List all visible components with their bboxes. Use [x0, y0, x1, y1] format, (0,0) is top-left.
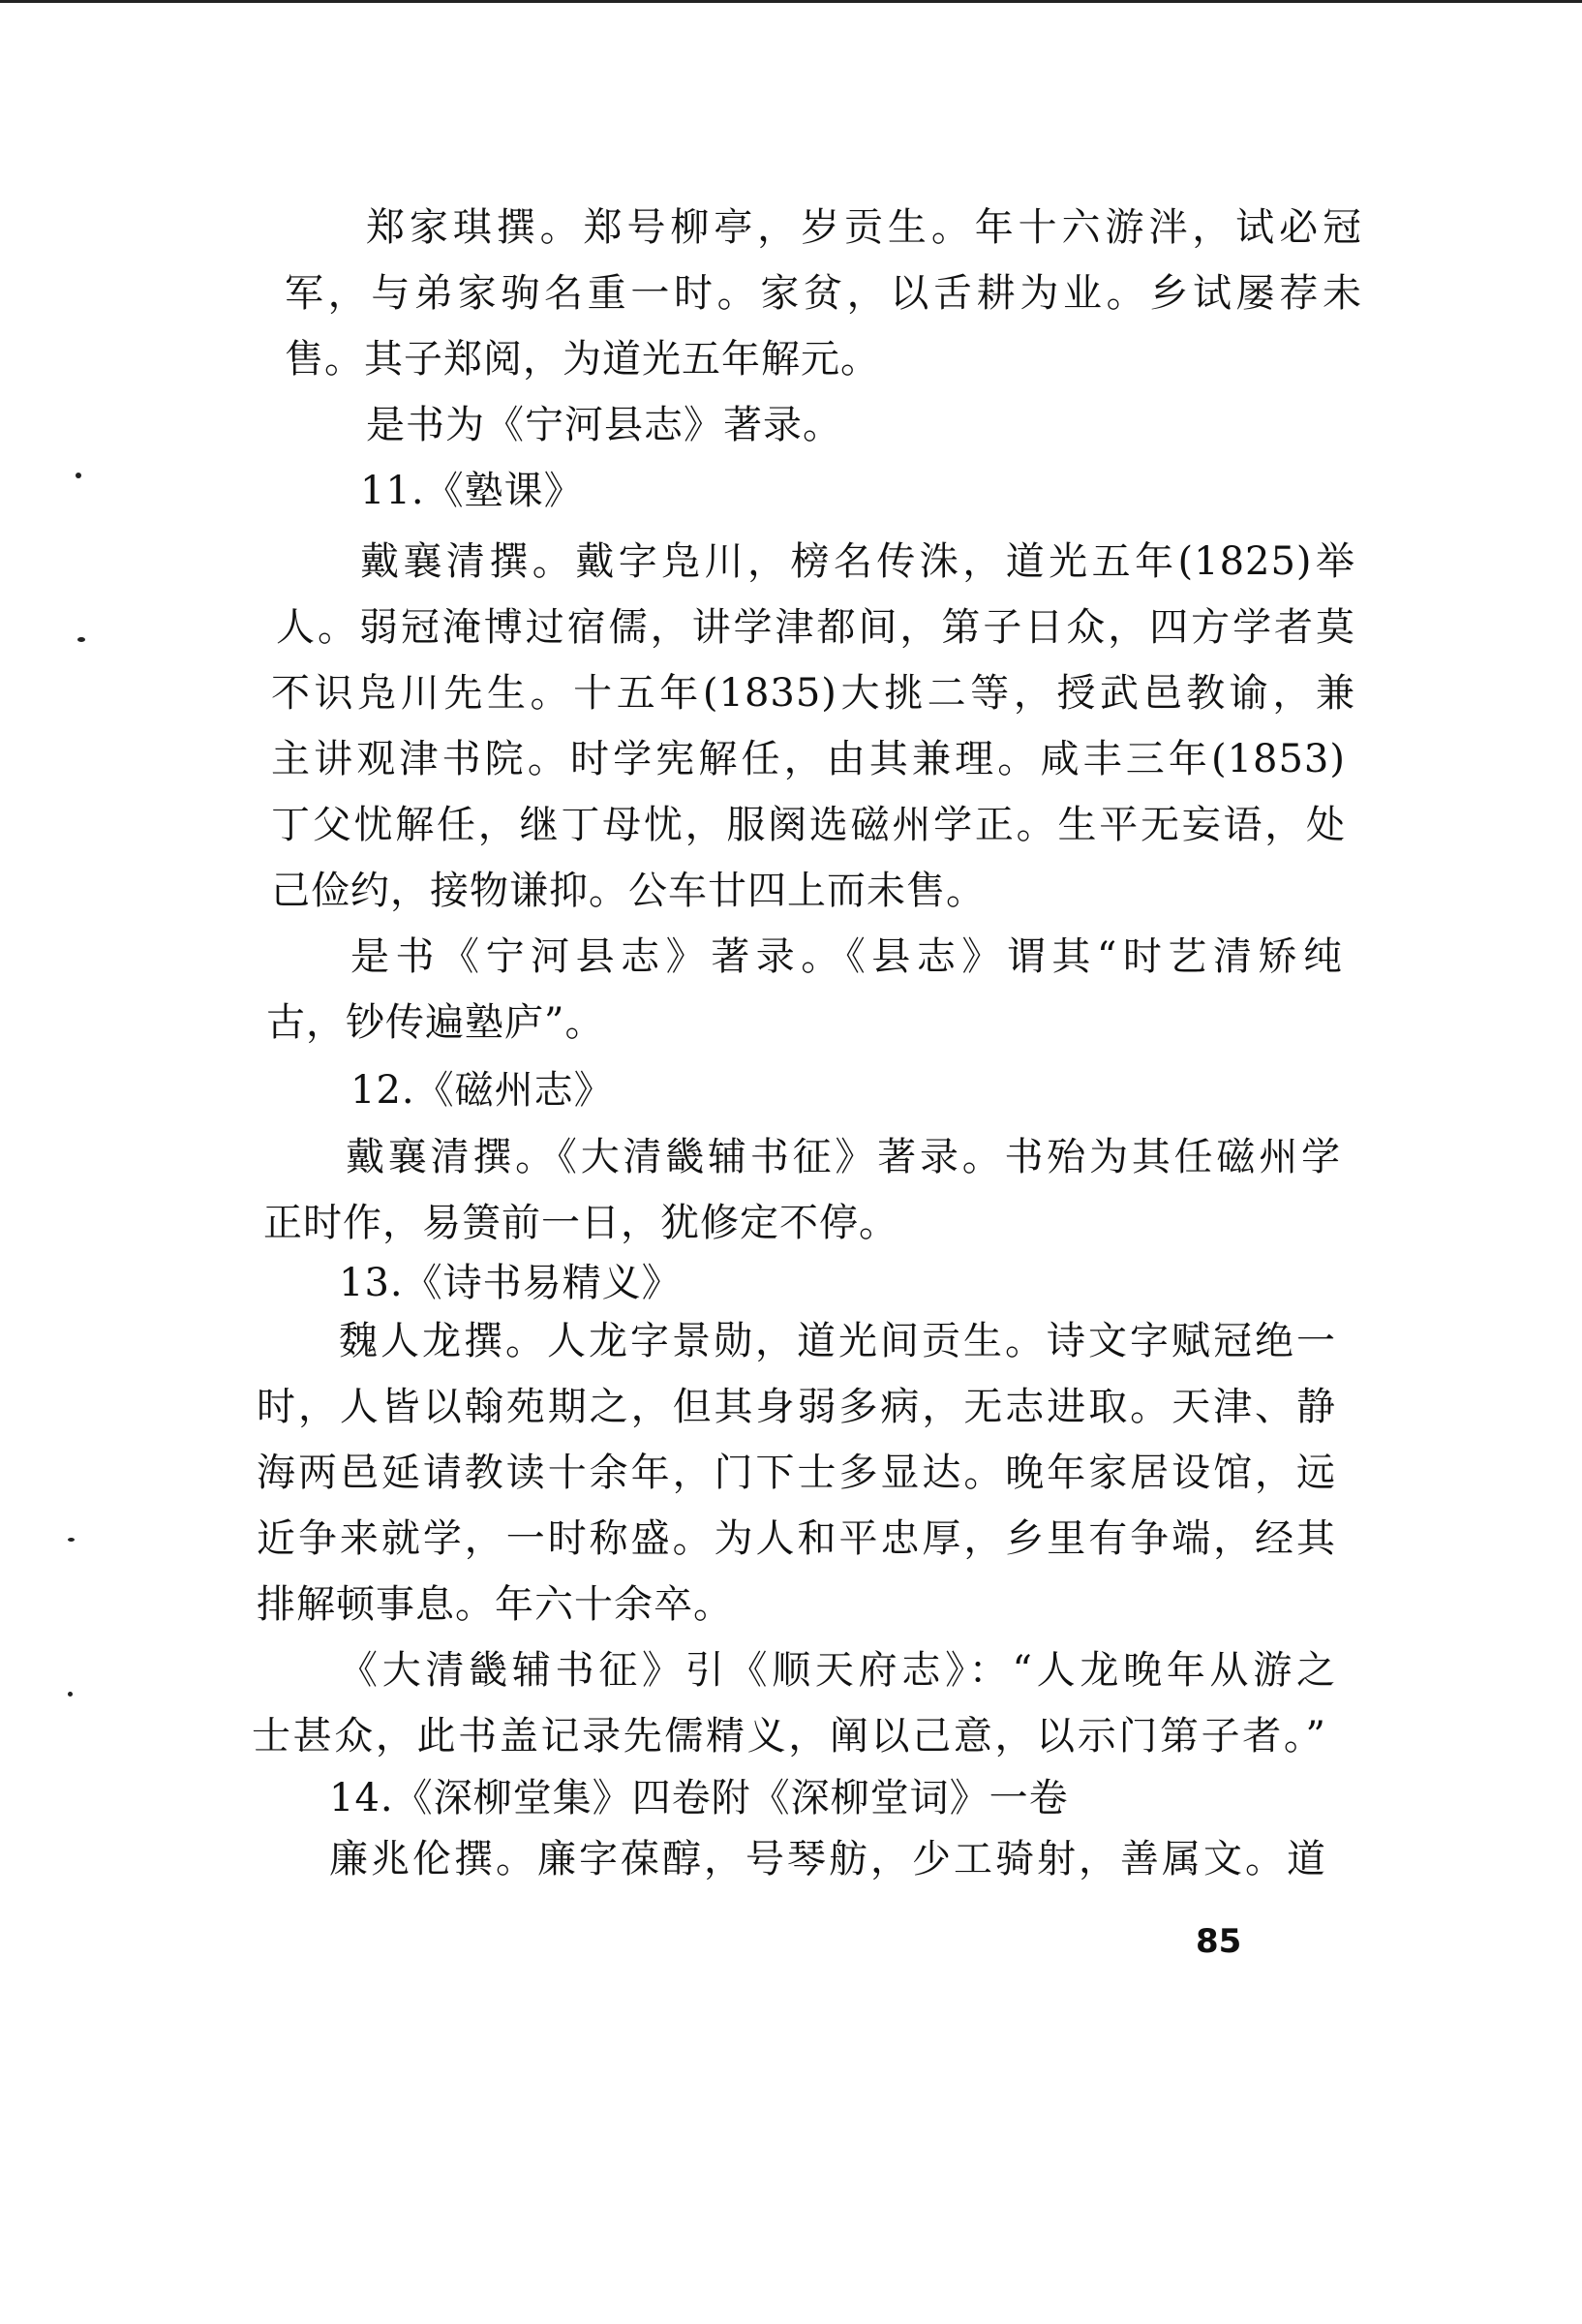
scan-speck	[76, 473, 81, 478]
text-line-20: 海两邑延请教读十余年，门下士多显达。晚年家居设馆，远	[257, 1451, 1336, 1495]
entry-heading-12: 12.《磁州志》	[350, 1068, 614, 1113]
text-line-9: 主讲观津书院。时学宪解任，由其兼理。咸丰三年(1853)	[271, 737, 1346, 781]
text-line-21: 近争来就学，一时称盛。为人和平忠厚，乡里有争端，经其	[257, 1516, 1336, 1561]
scan-speck	[68, 1692, 73, 1697]
text-line-24: 士甚众，此书盖记录先儒精义，阐以己意，以示门第子者。”	[252, 1714, 1326, 1758]
text-line-26: 廉兆伦撰。廉字葆醇，号琴舫，少工骑射，善属文。道	[329, 1837, 1326, 1881]
text-line-7: 人。弱冠淹博过宿儒，讲学津都间，第子日众，四方学者莫	[276, 605, 1355, 650]
entry-heading-14: 14.《深柳堂集》四卷附《深柳堂词》一卷	[329, 1776, 1069, 1820]
text-line-8: 不识凫川先生。十五年(1835)大挑二等，授武邑教谕，兼	[271, 671, 1355, 716]
text-line-16: 正时作，易箦前一日，犹修定不停。	[263, 1201, 898, 1245]
text-line-1: 郑家琪撰。郑号柳亭，岁贡生。年十六游泮，试必冠	[366, 205, 1362, 250]
text-line-12: 是书《宁河县志》著录。《县志》谓其“时艺清矫纯	[350, 934, 1343, 979]
text-line-19: 时，人皆以翰苑期之，但其身弱多病，无志进取。天津、静	[257, 1385, 1336, 1429]
text-line-3: 售。其子郑阅，为道光五年解元。	[285, 337, 880, 382]
scan-speck	[77, 637, 85, 642]
text-line-6: 戴襄清撰。戴字凫川，榜名传洙，道光五年(1825)举	[360, 539, 1355, 584]
entry-heading-11: 11.《塾课》	[360, 469, 584, 513]
text-line-15: 戴襄清撰。《大清畿辅书征》著录。书殆为其任磁州学	[346, 1135, 1341, 1179]
text-line-13: 古，钞传遍塾庐”。	[266, 1000, 605, 1045]
text-line-23: 《大清畿辅书征》引《顺天府志》：“人龙晚年从游之	[339, 1648, 1336, 1693]
scan-speck	[68, 1538, 75, 1542]
text-line-22: 排解顿事息。年六十余卒。	[257, 1582, 733, 1627]
text-line-4: 是书为《宁河县志》著录。	[366, 403, 842, 447]
top-border	[0, 0, 1582, 3]
entry-heading-13: 13.《诗书易精义》	[339, 1261, 682, 1305]
text-line-18: 魏人龙撰。人龙字景勋，道光间贡生。诗文字赋冠绝一	[339, 1319, 1336, 1363]
text-line-10: 丁父忧解任，继丁母忧，服阕选磁州学正。生平无妄语，处	[271, 803, 1346, 847]
text-line-11: 己俭约，接物谦抑。公车廿四上而未售。	[271, 869, 986, 913]
page-number: 85	[1196, 1922, 1242, 1961]
text-line-2: 军，与弟家驹名重一时。家贫，以舌耕为业。乡试屡荐未	[285, 271, 1362, 316]
